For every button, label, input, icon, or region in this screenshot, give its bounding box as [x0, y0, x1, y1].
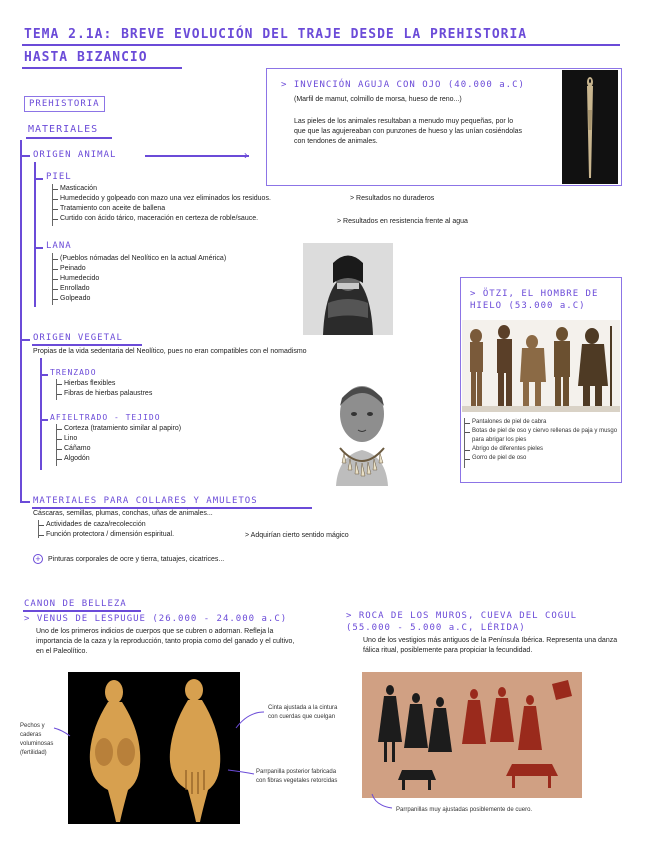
roca-text: Uno de los vestigios más antiguos de la Península Ibérica. Representa una danza fálica ritual, posiblemente para propiciar la fecundidad.: [363, 637, 618, 654]
aguja-heading: > INVENCIÓN AGUJA CON OJO (40.000 a.C): [281, 80, 525, 90]
venus-note-right-1: Cinta ajustada a la cintura con cuerdas que cuelgan: [268, 705, 338, 720]
venus-note-right-2: Parrpanilla posterior fabricada con fibras vegetales retorcidas: [256, 769, 338, 784]
list-item: Golpeado: [53, 294, 303, 304]
prehistoria-label: PREHISTORIA: [24, 96, 105, 112]
list-item: Fibras de hierbas palaustres: [57, 389, 257, 399]
origen-vegetal-label: ORIGEN VEGETAL: [33, 333, 123, 343]
list-item: Función protectora / dimensión espiritual.: [39, 530, 339, 540]
venus-heading: > VENUS DE LESPUGUE (26.000 - 24.000 a.C): [24, 614, 288, 624]
collares-label: MATERIALES PARA COLLARES Y AMULETOS: [33, 496, 258, 506]
collares-result: > Adquirían cierto sentido mágico: [245, 532, 349, 539]
list-item: Lino: [57, 434, 277, 444]
plus-circle-icon: +: [33, 554, 43, 564]
origen-vegetal-text: Propias de la vida sedentaria del Neolítico, pues no eran compatibles con el nomadismo: [33, 348, 307, 355]
list-item: Pantalones de piel de cabra: [465, 418, 619, 427]
canon-label: CANON DE BELLEZA: [24, 599, 127, 609]
list-item: Botas de piel de oso y ciervo rellenas de paja y musgo para abrigar los pies: [465, 427, 619, 445]
list-item: Hierbas flexibles: [57, 379, 257, 389]
list-item: Masticación: [53, 184, 383, 194]
list-item: Actividades de caza/recolección: [39, 520, 339, 530]
pinturas-text: Pinturas corporales de ocre y tierra, tatuajes, cicatrices...: [48, 556, 225, 563]
venus-text: Uno de los primeros indicios de cuerpos que se cubren o adornan. Refleja la importancia de la caza y la reproducción, tanto propia como del ganado y el cultivo, en el Paleolítico.: [36, 628, 295, 655]
list-item: Curtido con ácido tárico, maceración en certeza de roble/sauce.: [53, 214, 383, 224]
roca-note: Parrpanillas muy ajustadas posiblemente de cuero.: [396, 807, 533, 813]
collares-text: Cáscaras, semillas, plumas, conchas, uñas de animales...: [33, 510, 213, 517]
list-item: Humedecido: [53, 274, 303, 284]
origen-animal-label: ORIGEN ANIMAL: [33, 150, 117, 160]
trenzado-label: TRENZADO: [50, 368, 97, 377]
otzi-heading: > ÖTZI, EL HOMBRE DE HIELO (53.000 a.C): [470, 289, 599, 311]
lana-label: LANA: [46, 241, 72, 251]
venus-note-left: Pechos y caderas voluminosas (fertilidad): [20, 723, 54, 756]
aguja-text: Las pieles de los animales resultaban a menudo muy pequeñas, por lo que que las agujereaban con punzones de hueso y las unían cosiéndolas con tendones de animales.: [294, 118, 523, 145]
page-title: TEMA 2.1A: BREVE EVOLUCIÓN DEL TRAJE DESDE LA PREHISTORIA: [24, 27, 528, 42]
page-title-line2: HASTA BIZANCIO: [24, 50, 148, 65]
list-item: Peinado: [53, 264, 303, 274]
arrow-right-icon: ›: [244, 148, 248, 162]
list-item: Algodón: [57, 454, 277, 464]
list-item: Tratamiento con aceite de ballena: [53, 204, 383, 214]
list-item: Enrollado: [53, 284, 303, 294]
list-item: Gorro de piel de oso: [465, 454, 619, 463]
roca-heading: > ROCA DE LOS MUROS, CUEVA DEL COGUL (55.000 - 5.000 a.C, LÉRIDA): [346, 611, 578, 633]
piel-result-1: > Resultados no duraderos: [350, 195, 435, 202]
list-item: Humedecido y golpeado con mazo una vez eliminados los residuos.: [53, 194, 383, 204]
list-item: (Pueblos nómadas del Neolítico en la actual América): [53, 254, 303, 264]
list-item: Cáñamo: [57, 444, 277, 454]
afieltrado-label: AFIELTRADO - TEJIDO: [50, 413, 161, 422]
piel-label: PIEL: [46, 172, 72, 182]
piel-result-2: > Resultados en resistencia frente al agua: [337, 218, 468, 225]
list-item: Abrigo de diferentes pieles: [465, 445, 619, 454]
materiales-label: MATERIALES: [28, 124, 99, 135]
list-item: Corteza (tratamiento similar al papiro): [57, 424, 277, 434]
aguja-subtitle: (Marfil de mamut, colmillo de morsa, hueso de reno...): [294, 96, 462, 103]
